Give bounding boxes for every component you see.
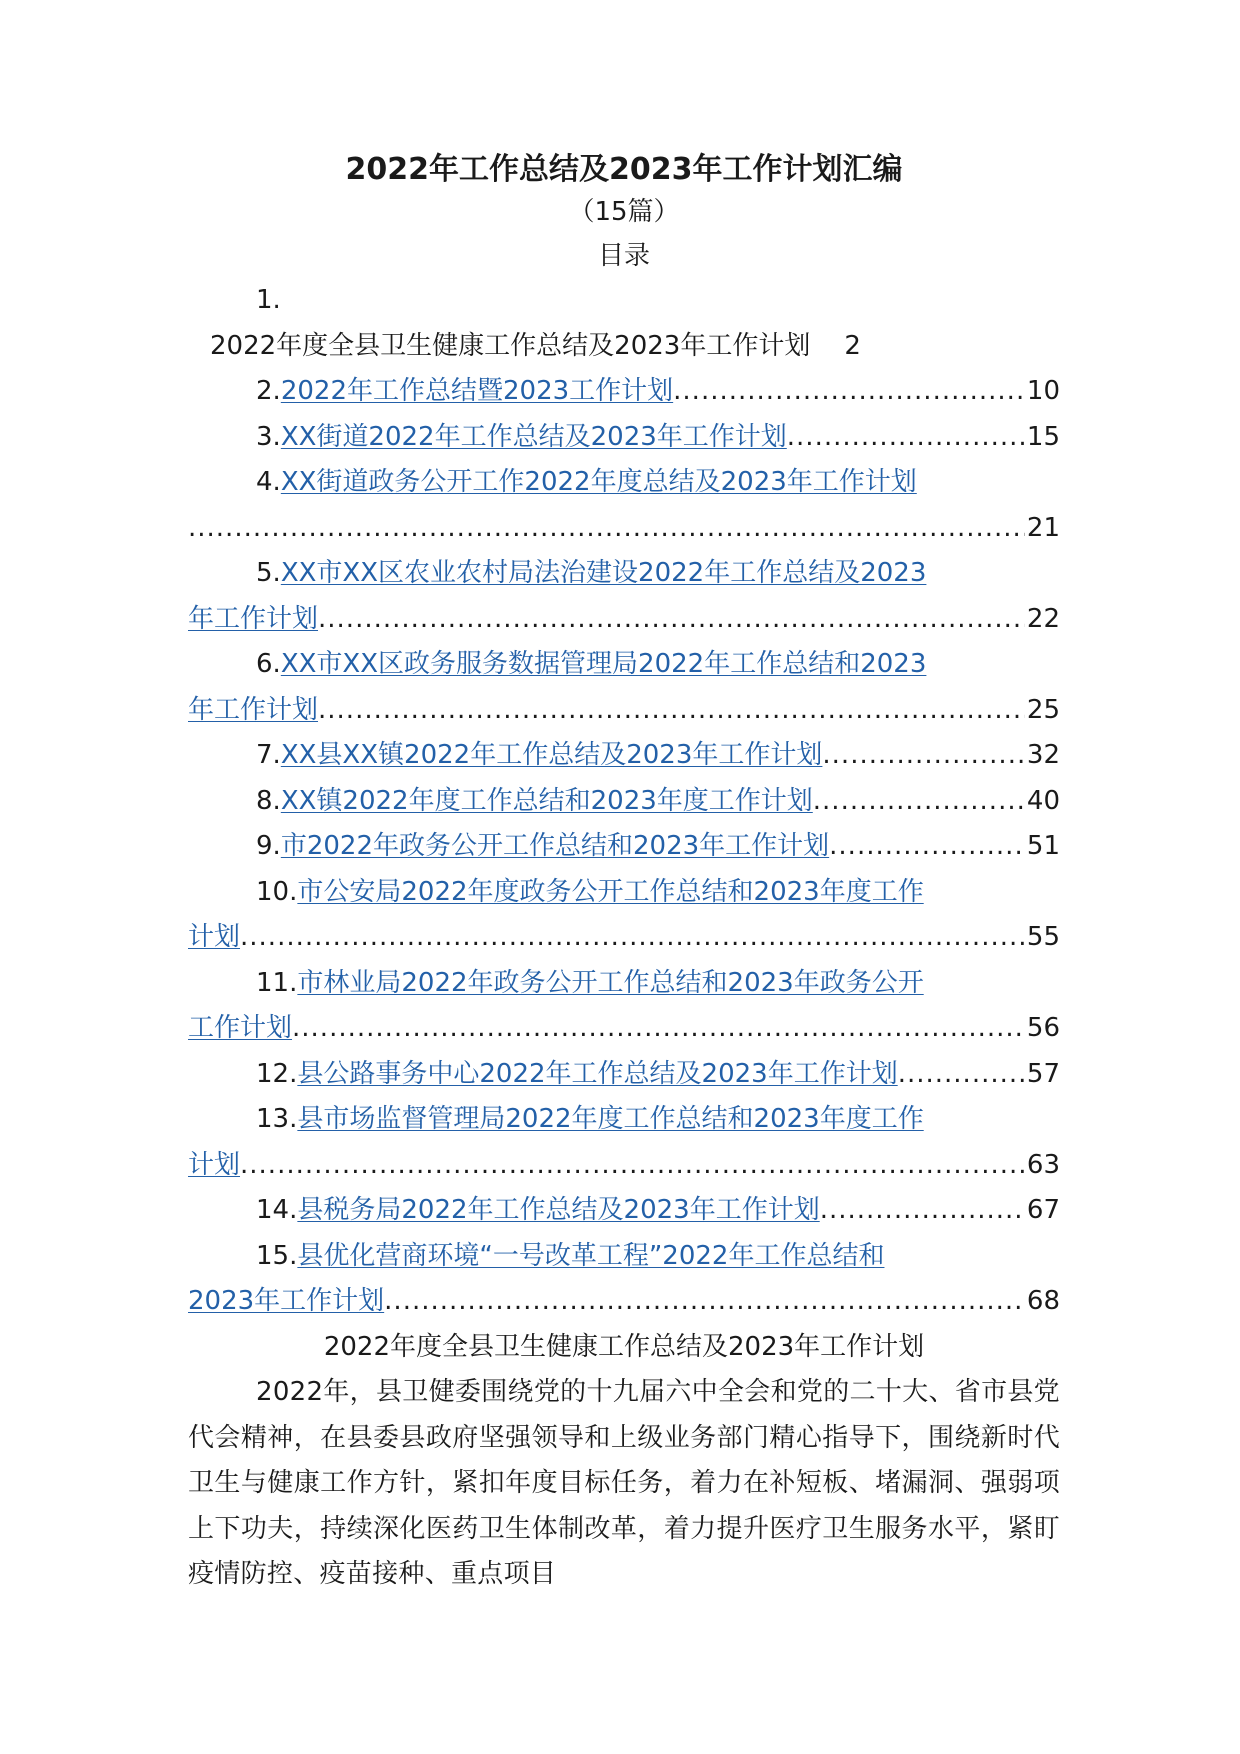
toc-entry-link[interactable]: 县市场监督管理局2022年度工作总结和2023年度工作: [297, 1104, 924, 1134]
toc-entry-link[interactable]: 市林业局2022年政务公开工作总结和2023年政务公开: [297, 967, 924, 998]
toc-entry-number: 10.: [256, 876, 298, 907]
toc-entry-page: 40: [1026, 785, 1060, 816]
toc-entry-page: 57: [1026, 1058, 1060, 1089]
toc-entry-page: 21: [1026, 512, 1060, 543]
toc-entry-link[interactable]: 计划: [188, 1149, 241, 1180]
toc-entry-page: 10: [1026, 376, 1060, 406]
toc-leader-dots: [240, 1143, 1025, 1189]
toc-entry-page: 32: [1026, 740, 1060, 770]
toc-entry-page: 67: [1026, 1195, 1060, 1225]
toc-entry-link[interactable]: 2022年工作总结暨2023工作计划: [280, 376, 674, 406]
toc-entry-3[interactable]: [188, 415, 1060, 461]
toc-entry-number: 8.: [256, 785, 281, 816]
toc-leader-dots: [822, 733, 1025, 779]
toc-entry-link[interactable]: XX县XX镇2022年工作总结及2023年工作计划: [280, 740, 823, 770]
toc-leader-dots: [898, 1052, 1025, 1098]
toc-entry-link[interactable]: 年工作计划: [188, 694, 319, 725]
table-of-contents: [188, 278, 1060, 1325]
toc-entry-number: 1.: [256, 285, 281, 315]
toc-entry-14[interactable]: [188, 1188, 1060, 1234]
section-title: 2022年度全县卫生健康工作总结及2023年工作计划: [323, 1331, 925, 1362]
toc-entry-15[interactable]: [188, 1234, 1060, 1280]
toc-leader-dots: [813, 779, 1025, 825]
toc-entry-page: 25: [1026, 694, 1060, 725]
toc-leader-dots: [240, 915, 1025, 961]
toc-entry-7[interactable]: [188, 733, 1060, 779]
toc-entry-11[interactable]: [188, 961, 1060, 1007]
toc-entry-link[interactable]: XX市XX区农业农村局法治建设2022年工作总结及2023: [280, 558, 927, 588]
toc-entry-page: 22: [1026, 603, 1060, 634]
toc-entry-link[interactable]: 县税务局2022年工作总结及2023年工作计划: [297, 1195, 820, 1225]
toc-entry-link[interactable]: 市公安局2022年度政务公开工作总结和2023年度工作: [297, 876, 924, 907]
toc-entry-page: 15: [1026, 421, 1060, 452]
toc-entry-9[interactable]: [188, 824, 1060, 870]
toc-leader-dots: [384, 1279, 1025, 1325]
toc-leader-dots: [787, 415, 1025, 461]
toc-leader-dots: [829, 824, 1025, 870]
toc-entry-4[interactable]: [188, 460, 1060, 506]
toc-entry-10[interactable]: [188, 870, 1060, 916]
toc-entry-text: 2022年度全县卫生健康工作总结及2023年工作计划: [210, 330, 811, 361]
toc-entry-page: 55: [1026, 922, 1060, 952]
toc-entry-number: 5.: [256, 558, 281, 588]
toc-entry-4-continuation[interactable]: [188, 506, 1060, 552]
toc-entry-number: 13.: [256, 1104, 298, 1134]
toc-leader-dots: [318, 688, 1025, 734]
toc-entry-6-continuation[interactable]: [188, 688, 1060, 734]
toc-entry-page: 63: [1026, 1149, 1060, 1180]
toc-leader-dots: [820, 1188, 1025, 1234]
toc-entry-13-continuation[interactable]: [188, 1143, 1060, 1189]
toc-entry-page: 51: [1026, 831, 1060, 861]
toc-entry-number: 15.: [256, 1240, 298, 1271]
toc-entry-1[interactable]: [188, 324, 1060, 370]
toc-entry-2[interactable]: [188, 369, 1060, 415]
document-title: 2022年工作总结及2023年工作计划汇编: [345, 152, 903, 187]
toc-leader-dots: [292, 1006, 1025, 1052]
body-paragraph: 2022年，县卫健委围绕党的十九届六中全会和党的二十大、省市县党代会精神，在县委县政府坚强领导和上级业务部门精心指导下，围绕新时代卫生与健康工作方针，紧扣年度目标任务，着力在补短板、堵漏洞、强弱项上下功夫，持续深化医药卫生体制改革，着力提升医疗卫生服务水平，紧盯疫情防控、疫苗接种、重点项目: [188, 1377, 1060, 1589]
toc-entry-link[interactable]: 市2022年政务公开工作总结和2023年工作计划: [280, 831, 830, 861]
toc-entry-link[interactable]: 年工作计划: [188, 603, 319, 634]
toc-entry-page: 2: [844, 330, 861, 361]
toc-entry-number: 14.: [256, 1195, 298, 1225]
toc-entry-1-number-line: [188, 278, 1060, 324]
toc-entry-link[interactable]: 县公路事务中心2022年工作总结及2023年工作计划: [297, 1058, 898, 1089]
toc-entry-number: 7.: [256, 740, 281, 770]
toc-leader-dots: [188, 506, 1025, 552]
document-page: [188, 150, 1060, 1598]
toc-leader-dots: [673, 369, 1025, 415]
toc-entry-12[interactable]: [188, 1052, 1060, 1098]
toc-entry-6[interactable]: [188, 642, 1060, 688]
toc-entry-number: 9.: [256, 831, 281, 861]
toc-entry-number: 2.: [256, 376, 281, 406]
toc-entry-number: 12.: [256, 1058, 298, 1089]
toc-entry-number: 3.: [256, 421, 281, 452]
toc-entry-link[interactable]: XX市XX区政务服务数据管理局2022年工作总结和2023: [280, 649, 927, 679]
toc-entry-link[interactable]: 2023年工作计划: [188, 1286, 385, 1316]
toc-entry-page: 68: [1026, 1286, 1060, 1316]
toc-entry-link[interactable]: 县优化营商环境“一号改革工程”2022年工作总结和: [297, 1240, 885, 1271]
toc-entry-number: 4.: [256, 467, 281, 497]
toc-heading: 目录: [597, 241, 650, 271]
toc-entry-13[interactable]: [188, 1097, 1060, 1143]
toc-entry-5-continuation[interactable]: [188, 597, 1060, 643]
toc-entry-link[interactable]: XX街道政务公开工作2022年度总结及2023年工作计划: [280, 467, 917, 497]
toc-entry-11-continuation[interactable]: [188, 1006, 1060, 1052]
toc-entry-link[interactable]: 工作计划: [188, 1013, 293, 1043]
toc-entry-page: 56: [1026, 1013, 1060, 1043]
toc-entry-link[interactable]: XX街道2022年工作总结及2023年工作计划: [280, 421, 787, 452]
document-subtitle: （15篇）: [568, 197, 680, 227]
toc-leader-dots: [318, 597, 1025, 643]
toc-entry-10-continuation[interactable]: [188, 915, 1060, 961]
toc-entry-link[interactable]: 计划: [188, 922, 241, 952]
toc-entry-number: 11.: [256, 967, 298, 998]
toc-entry-15-continuation[interactable]: [188, 1279, 1060, 1325]
toc-entry-link[interactable]: XX镇2022年度工作总结和2023年度工作计划: [280, 785, 813, 816]
toc-entry-8[interactable]: [188, 779, 1060, 825]
toc-entry-5[interactable]: [188, 551, 1060, 597]
toc-entry-number: 6.: [256, 649, 281, 679]
